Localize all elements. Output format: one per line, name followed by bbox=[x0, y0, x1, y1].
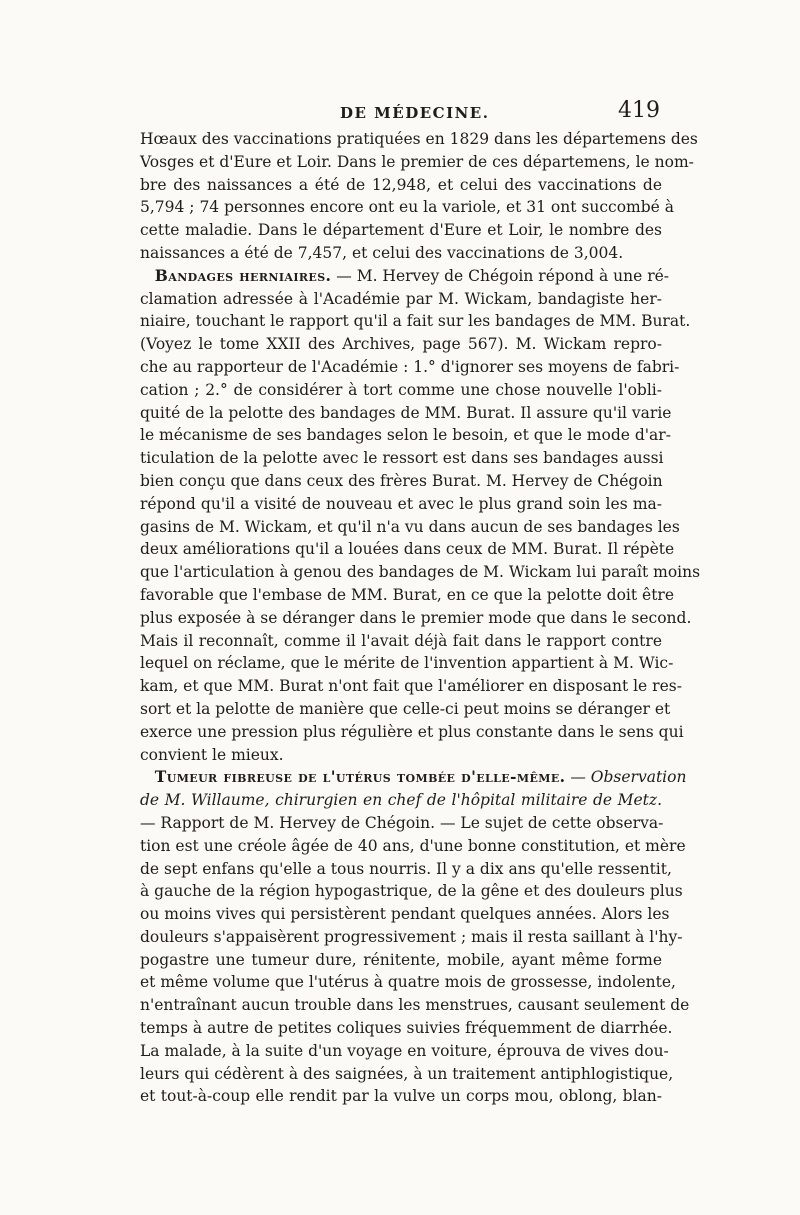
body-text bbox=[140, 128, 701, 1108]
text-line: convient le mieux. bbox=[140, 745, 284, 764]
text-line: cette maladie. Dans le département d'Eure et Loir, le nombre des bbox=[140, 221, 662, 240]
text-line: (Voyez le tome XXII des Archives, page 567). M. Wickam repro- bbox=[140, 335, 662, 354]
text-line: bre des naissances a été de 12,948, et celui des vaccinations de bbox=[140, 175, 662, 194]
text-line: Hœaux des vaccinations pratiquées en 1829 dans les départemens des bbox=[140, 130, 698, 148]
text-line: à gauche de la région hypogastrique, de la gêne et des douleurs plus bbox=[140, 882, 683, 901]
paragraph-tumeur bbox=[140, 766, 690, 1108]
text-line bbox=[140, 789, 662, 812]
text-line: exerce une pression plus régulière et plus constante dans le sens qui bbox=[140, 722, 684, 741]
text-line: lequel on réclame, que le mérite de l'invention appartient à M. Wic- bbox=[140, 654, 674, 673]
text-line bbox=[140, 766, 687, 789]
text-fragment: — Observation bbox=[565, 768, 687, 787]
text-fragment: — M. Hervey de Chégoin répond à une ré- bbox=[331, 266, 670, 285]
text-line bbox=[140, 265, 670, 288]
text-line: sort et la pelotte de manière que celle-ci peut moins se déranger et bbox=[140, 699, 671, 718]
text-line: cation ; 2.° de considérer à tort comme une chose nouvelle l'obli- bbox=[140, 380, 662, 399]
text-line: bien conçu que dans ceux des frères Burat. M. Hervey de Chégoin bbox=[140, 471, 663, 490]
text-line: de sept enfans qu'elle a tous nourris. Il y a dix ans qu'elle ressentit, bbox=[140, 859, 672, 878]
running-title: DE MÉDECINE. bbox=[340, 104, 490, 122]
text-line: Vosges et d'Eure et Loir. Dans le premier de ces départemens, le nom- bbox=[140, 152, 694, 171]
page-number: 419 bbox=[618, 98, 660, 123]
text-line: et tout-à-coup elle rendit par la vulve un corps mou, oblong, blan- bbox=[140, 1087, 662, 1106]
paragraph-vaccinations bbox=[140, 128, 698, 265]
text-line: n'entraînant aucun trouble dans les menstrues, causant seulement de bbox=[140, 996, 690, 1015]
text-line: temps à autre de petites coliques suivies fréquemment de diarrhée. bbox=[140, 1019, 673, 1038]
text-line: pogastre une tumeur dure, rénitente, mobile, ayant même forme bbox=[140, 950, 662, 969]
text-line: kam, et que MM. Burat n'ont fait que l'améliorer en disposant le res- bbox=[140, 677, 682, 696]
text-line: Mais il reconnaît, comme il l'avait déjà fait dans le rapport contre bbox=[140, 631, 662, 650]
text-line: que l'articulation à genou des bandages de M. Wickam lui paraît moins bbox=[140, 563, 701, 582]
section-heading: Tumeur fibreuse de l'utérus tombée d'elle-même. bbox=[154, 767, 566, 787]
text-line: La malade, à la suite d'un voyage en voiture, éprouva de vives dou- bbox=[140, 1041, 669, 1060]
paragraph-bandages bbox=[140, 265, 701, 767]
text-line: ou moins vives qui persistèrent pendant quelques années. Alors les bbox=[140, 905, 670, 924]
text-line: le mécanisme de ses bandages selon le besoin, et que le mode d'ar- bbox=[140, 426, 671, 445]
text-line: deux améliorations qu'il a louées dans ceux de MM. Burat. Il répète bbox=[140, 540, 675, 559]
text-line: et même volume que l'utérus à quatre mois de grossesse, indolente, bbox=[140, 973, 676, 992]
text-fragment: de M. Willaume, chirurgien en chef de l'hôpital militaire de Metz. bbox=[140, 791, 662, 810]
page-header bbox=[140, 98, 660, 128]
text-line: tion est une créole âgée de 40 ans, d'une bonne constitution, et mère bbox=[140, 836, 686, 855]
text-line: clamation adressée à l'Académie par M. Wickam, bandagiste her- bbox=[140, 289, 662, 308]
section-heading: Bandages herniaires. bbox=[154, 265, 332, 285]
text-line: niaire, touchant le rapport qu'il a fait sur les bandages de MM. Burat. bbox=[140, 312, 691, 331]
text-line: che au rapporteur de l'Académie : 1.° d'ignorer ses moyens de fabri- bbox=[140, 357, 680, 376]
text-line: plus exposée à se déranger dans le premier mode que dans le second. bbox=[140, 608, 692, 627]
text-line: ticulation de la pelotte avec le ressort est dans ses bandages aussi bbox=[140, 449, 664, 468]
text-line: 5,794 ; 74 personnes encore ont eu la variole, et 31 ont succombé à bbox=[140, 198, 674, 217]
text-line: quité de la pelotte des bandages de MM. Burat. Il assure qu'il varie bbox=[140, 403, 672, 422]
text-line: douleurs s'appaisèrent progressivement ; mais il resta saillant à l'hy- bbox=[140, 927, 683, 946]
text-line: répond qu'il a visité de nouveau et avec le plus grand soin les ma- bbox=[140, 494, 662, 513]
text-line: favorable que l'embase de MM. Burat, en ce que la pelotte doit être bbox=[140, 585, 675, 604]
text-line: gasins de M. Wickam, et qu'il n'a vu dans aucun de ses bandages les bbox=[140, 517, 680, 536]
text-line: leurs qui cédèrent à des saignées, à un traitement antiphlogistique, bbox=[140, 1064, 674, 1083]
text-line: naissances a été de 7,457, et celui des vaccinations de 3,004. bbox=[140, 243, 624, 262]
text-line: — Rapport de M. Hervey de Chégoin. — Le sujet de cette observa- bbox=[140, 813, 664, 832]
